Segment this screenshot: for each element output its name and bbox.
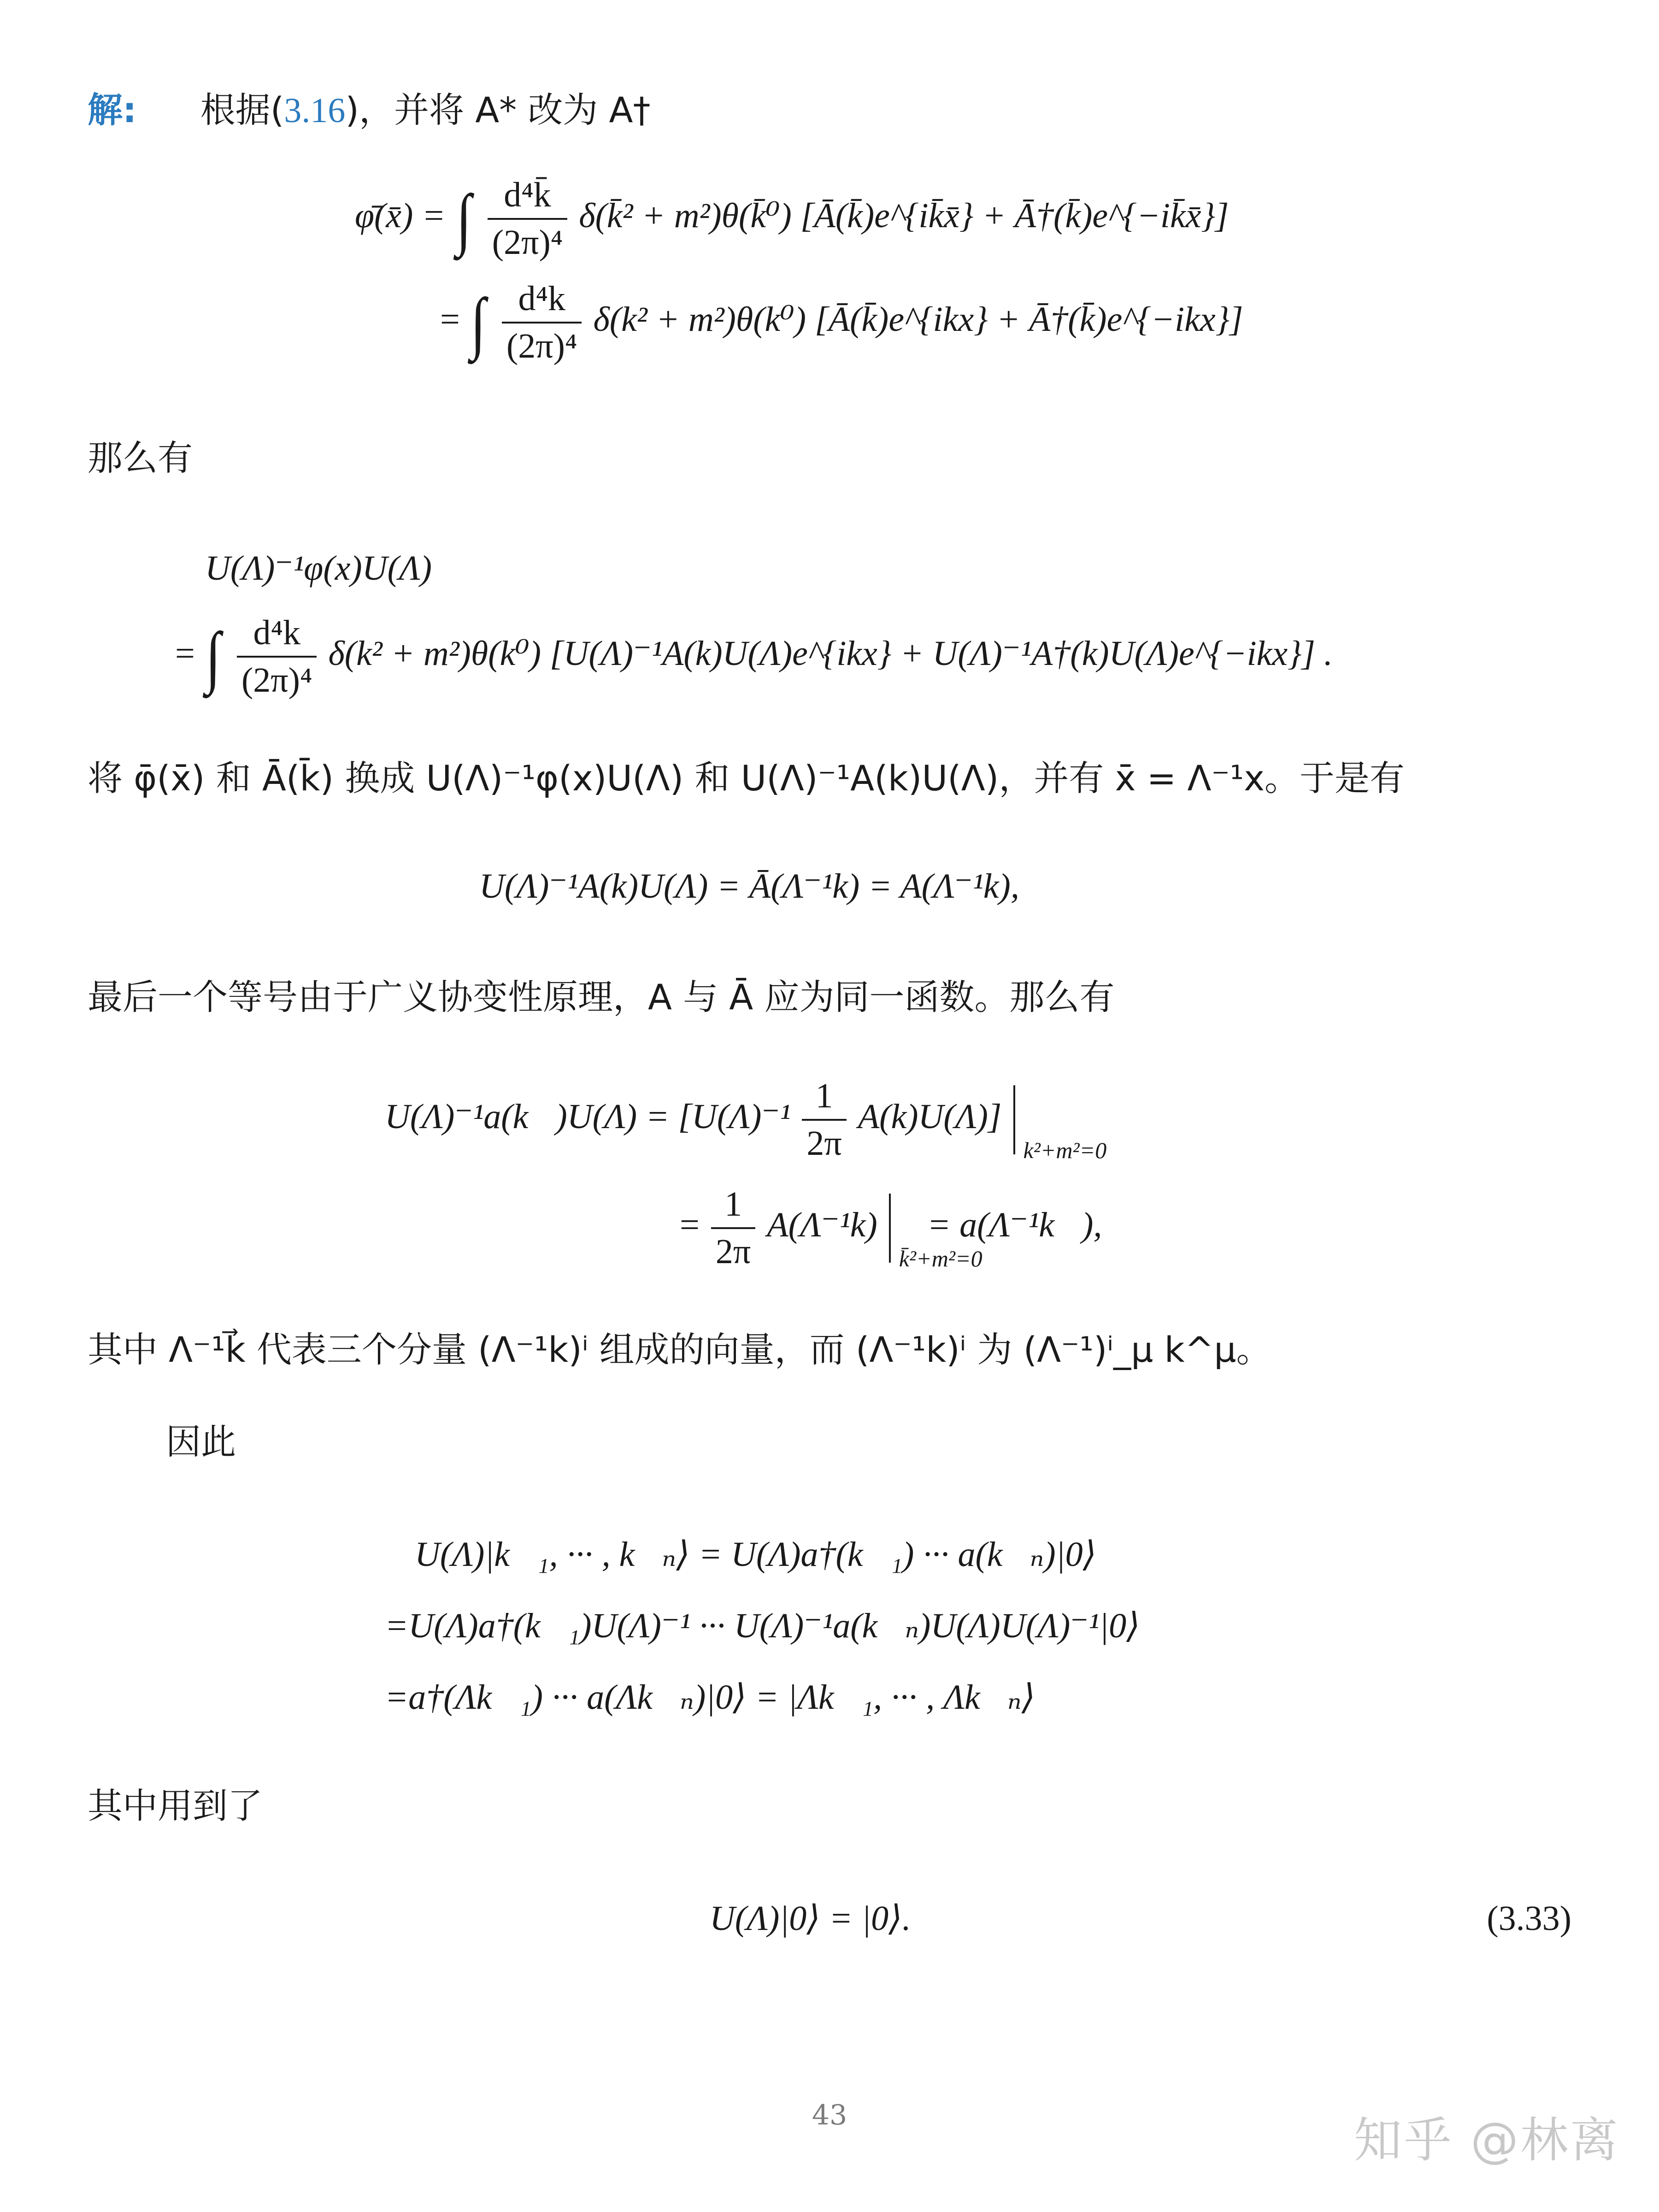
paragraph-1: 那么有 [88, 437, 193, 478]
paragraph-6: 其中用到了 [88, 1785, 263, 1826]
eq2-integrand: δ(k² + m²)θ(k⁰) [U(Λ)⁻¹A(k)U(Λ)e^{ikx} + U(Λ)⁻¹A†(k)U(Λ)e^{−ikx}] . [328, 634, 1333, 673]
equation-reference-link[interactable]: 3.16 [284, 91, 346, 130]
eq4-line1 [385, 1076, 1107, 1164]
eq1-lhs: φ̄(x̄) = [355, 196, 446, 235]
eq1-line2-integrand: δ(k² + m²)θ(k⁰) [Ā(k̄)e^{ikx} + Ā†(k̄)e^{−ikx}] [593, 300, 1243, 339]
eq2-frac-denominator: (2π)⁴ [241, 661, 312, 700]
eq4-line2-mid: A(Λ⁻¹k) [767, 1205, 877, 1244]
eq1-frac-denominator: (2π)⁴ [492, 223, 563, 262]
eq2-lhs: U(Λ)⁻¹φ(x)U(Λ) [205, 549, 432, 588]
intro-line [88, 90, 651, 131]
paragraph-3: 最后一个等号由于广义协变性原理，A 与 Ā 应为同一函数。那么有 [88, 977, 1115, 1018]
evaluation-bar [1013, 1085, 1107, 1163]
eq4-frac2-denominator: 2π [715, 1232, 751, 1271]
eq2-fraction [237, 613, 317, 701]
intro-text-before: 根据( [200, 89, 284, 130]
eq5-line3: =a†(Λk⃗₁) ··· a(Λk⃗ₙ)|0⟩ = |Λk⃗₁, ··· , Λk⃗ₙ⟩ [385, 1678, 1035, 1717]
eq4-frac-numerator: 1 [802, 1076, 846, 1121]
paragraph-5: 因此 [166, 1421, 236, 1462]
eq4-line2-prefix: = [680, 1205, 700, 1244]
paragraph-2: 将 φ̄(x̄) 和 Ā(k̄) 换成 U(Λ)⁻¹φ(x)U(Λ) 和 U(Λ)⁻¹A(k)U(Λ)，并有 x̄ = Λ⁻¹x。于是有 [88, 758, 1405, 799]
eq3: U(Λ)⁻¹A(k)U(Λ) = Ā(Λ⁻¹k) = A(Λ⁻¹k), [479, 867, 1019, 906]
eq1-fraction-2 [502, 279, 582, 367]
eq4-fraction-2 [711, 1184, 755, 1272]
eq4-line2 [680, 1184, 1102, 1272]
eq4-line1-lhs: U(Λ)⁻¹a(k⃗)U(Λ) = [U(Λ)⁻¹ [385, 1097, 791, 1136]
eq4-fraction [802, 1076, 846, 1164]
eq1-frac-numerator: d⁴k̄ [488, 175, 567, 220]
eq4-line2-rhs: = a(Λ⁻¹k⃗), [927, 1205, 1102, 1244]
equation-number: (3.33) [1487, 1899, 1571, 1938]
eq1-line1: φ̄(x̄) = ∫ $\frac{\text{d⁴k̄}}{\text{(2π)⁴}}$ δ(k̄² + m²)θ(k̄⁰) [Ā(k̄)e^{ik̄x̄} + Ā†(k̄)e^{−ik̄x̄}] [355, 175, 1229, 263]
eq2-rhs: = ∫ $\frac{\text{d⁴k}}{\text{(2π)⁴}}$ δ(k² + m²)θ(k⁰) [U(Λ)⁻¹A(k)U(Λ)e^{ikx} + U(Λ)⁻¹A†(k)U(Λ)e^{−ikx}] . [175, 613, 1333, 701]
paragraph-4: 其中 Λ⁻¹k⃗ 代表三个分量 (Λ⁻¹k)ⁱ 组成的向量，而 (Λ⁻¹k)ⁱ 为 (Λ⁻¹)ⁱ_μ k^μ。 [88, 1329, 1271, 1370]
eq4-frac2-numerator: 1 [711, 1184, 755, 1229]
eq1-frac2-denominator: (2π)⁴ [506, 327, 577, 366]
intro-text-after: )，并将 A* 改为 A† [345, 89, 651, 130]
eq1-frac2-numerator: d⁴k [502, 279, 582, 324]
eq4-line1-subscript: k²+m²=0 [1023, 1137, 1107, 1163]
eq4-line1-rhs: A(k)U(Λ)] [858, 1097, 1002, 1136]
eq5-line2: =U(Λ)a†(k⃗₁)U(Λ)⁻¹ ··· U(Λ)⁻¹a(k⃗ₙ)U(Λ)U(Λ)⁻¹|0⟩ [385, 1606, 1140, 1645]
evaluation-bar [889, 1194, 982, 1271]
eq5-line1: U(Λ)|k⃗₁, ··· , k⃗ₙ⟩ = U(Λ)a†(k⃗₁) ··· a(k⃗ₙ)|0⟩ [415, 1535, 1097, 1574]
eq6: U(Λ)|0⟩ = |0⟩. [710, 1899, 911, 1938]
eq1-line1-integrand: δ(k̄² + m²)θ(k̄⁰) [Ā(k̄)e^{ik̄x̄} + Ā†(k̄)e^{−ik̄x̄}] [579, 196, 1229, 235]
watermark: 知乎 @林离 [1353, 2112, 1620, 2168]
eq4-line2-subscript: k̄²+m²=0 [899, 1245, 982, 1271]
solution-label: 解: [88, 89, 137, 130]
eq1-fraction [488, 175, 567, 263]
eq4-frac-denominator: 2π [806, 1124, 842, 1163]
page-number: 43 [812, 2099, 847, 2131]
eq1-line2: = ∫ $\frac{\text{d⁴k}}{\text{(2π)⁴}}$ δ(k² + m²)θ(k⁰) [Ā(k̄)e^{ikx} + Ā†(k̄)e^{−ikx}] [440, 279, 1243, 367]
eq2-frac-numerator: d⁴k [237, 613, 317, 658]
